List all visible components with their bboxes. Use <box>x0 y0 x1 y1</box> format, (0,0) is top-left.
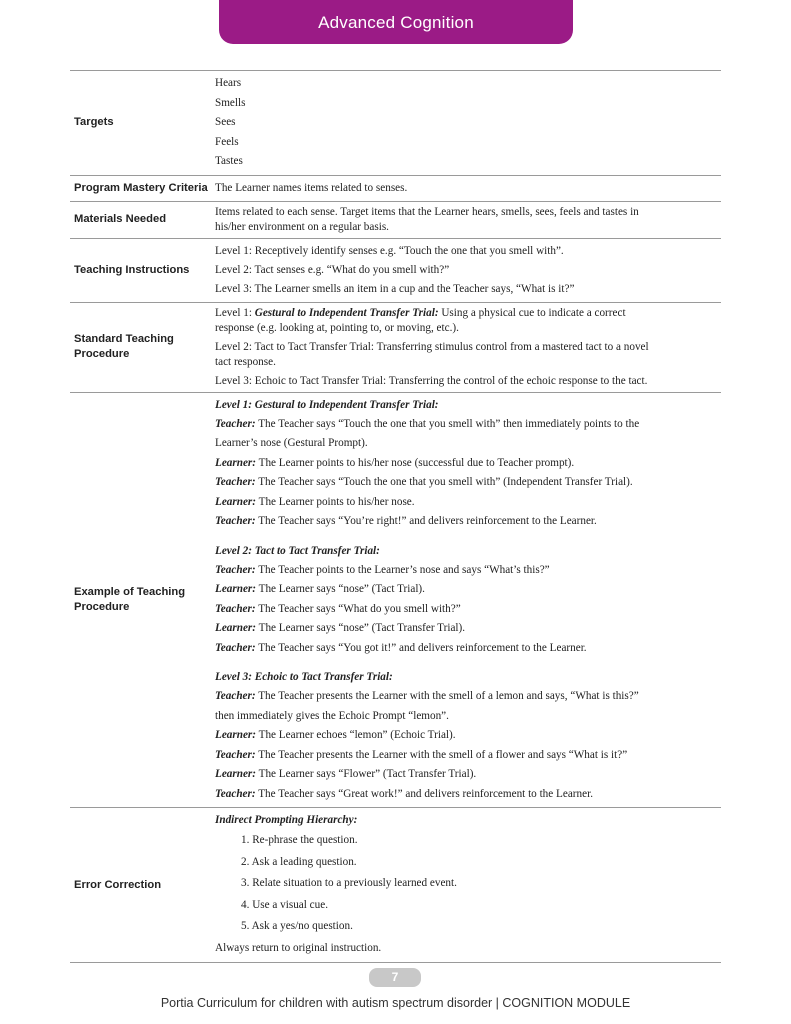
materials-text <box>215 201 721 238</box>
dialogue-line <box>215 746 717 766</box>
dialogue-text: The Learner points to his/her nose (successful due to Teacher prompt). <box>256 456 575 469</box>
dialogue-text: The Teacher says “Touch the one that you smell with” then immediately points to the <box>255 417 640 430</box>
procedure-level1-title: Gestural to Independent Transfer Trial: <box>254 306 439 319</box>
dialogue-text: The Learner says “Flower” (Tact Transfer Trial). <box>256 768 477 780</box>
dialogue-line <box>215 785 717 805</box>
procedure-level3: Level 3: Echoic to Tact Transfer Trial: Transferring the control of the echoic response to the tact. <box>215 374 648 387</box>
row-targets <box>70 71 721 176</box>
dialogue-text: The Teacher says “Great work!” and delivers reinforcement to the Learner. <box>255 787 593 800</box>
dialogue-text: The Learner echoes “lemon” (Echoic Trial). <box>256 729 456 741</box>
target-item: Sees <box>215 116 236 128</box>
target-item: Feels <box>215 135 239 148</box>
dialogue-line <box>215 707 717 727</box>
dialogue-speaker: Teacher: <box>215 787 256 800</box>
target-item: Tastes <box>215 155 243 167</box>
dialogue-speaker: Learner: <box>215 729 257 741</box>
procedure-level1-rest: Using a physical cue to indicate a correct <box>438 306 626 319</box>
mastery-text: The Learner names items related to senses. <box>215 181 408 194</box>
target-item: Hears <box>215 77 242 89</box>
example-level2 <box>215 542 717 659</box>
dialogue-line <box>215 493 717 513</box>
materials-line: his/her environment on a regular basis. <box>215 220 389 233</box>
dialogue-line <box>215 687 717 707</box>
dialogue-text: The Teacher says “What do you smell with?” <box>255 602 461 615</box>
dialogue-text: The Teacher says “You’re right!” and delivers reinforcement to the Learner. <box>255 515 597 527</box>
row-procedure <box>70 302 721 392</box>
instruction-line: Level 1: Receptively identify senses e.g. “Touch the one that you smell with”. <box>215 244 564 257</box>
error-heading: Indirect Prompting Hierarchy: <box>215 814 358 826</box>
error-step: 1. Re-phrase the question. <box>241 834 358 846</box>
program-table <box>70 70 721 963</box>
dialogue-line <box>215 619 717 639</box>
materials-line: Items related to each sense. Target items that the Learner hears, smells, sees, feels and tastes in <box>215 205 639 218</box>
target-item: Smells <box>215 96 246 109</box>
dialogue-text: The Teacher points to the Learner’s nose and says “What’s this?” <box>255 563 550 576</box>
dialogue-text: The Learner says “nose” (Tact Trial). <box>256 583 425 595</box>
dialogue-speaker: Teacher: <box>215 515 256 527</box>
dialogue-line <box>215 765 717 785</box>
dialogue-text: The Learner points to his/her nose. <box>256 495 415 508</box>
header-title: Advanced Cognition <box>219 0 573 44</box>
dialogue-text: The Teacher presents the Learner with the smell of a flower and says “What is it?” <box>255 748 628 761</box>
dialogue-text: The Teacher says “Touch the one that you smell with” (Independent Transfer Trial). <box>255 476 633 488</box>
dialogue-text: The Teacher says “You got it!” and delivers reinforcement to the Learner. <box>255 641 587 654</box>
dialogue-line <box>215 726 717 746</box>
instruction-line: Level 2: Tact senses e.g. “What do you smell with?” <box>215 263 450 276</box>
dialogue-text: Learner’s nose (Gestural Prompt). <box>215 437 368 449</box>
example-level3-heading: Level 3: Echoic to Tact Transfer Trial: <box>215 671 393 683</box>
dialogue-line <box>215 415 717 435</box>
row-example <box>70 392 721 808</box>
dialogue-speaker: Teacher: <box>215 602 256 615</box>
targets-list <box>215 71 721 176</box>
dialogue-line <box>215 473 717 493</box>
procedure-level2: Level 2: Tact to Tact Transfer Trial: Transferring stimulus control from a mastered tact to a novel <box>215 340 649 353</box>
dialogue-line <box>215 454 717 474</box>
error-step: 2. Ask a leading question. <box>241 855 357 868</box>
row-materials <box>70 201 721 238</box>
procedure-level2-cont: tact response. <box>215 355 276 368</box>
error-text <box>215 808 721 963</box>
example-text <box>215 392 721 808</box>
label-procedure: Standard Teaching Procedure <box>74 333 174 360</box>
dialogue-line <box>215 561 717 581</box>
error-step: 5. Ask a yes/no question. <box>241 920 353 932</box>
dialogue-speaker: Teacher: <box>215 641 256 654</box>
footer-text: Portia Curriculum for children with autism spectrum disorder | COGNITION MODULE <box>160 996 631 1010</box>
dialogue-speaker: Teacher: <box>215 476 256 488</box>
dialogue-speaker: Learner: <box>215 583 257 595</box>
dialogue-line <box>215 639 717 659</box>
error-closing: Always return to original instruction. <box>215 941 382 954</box>
dialogue-speaker: Learner: <box>215 495 257 508</box>
instructions-text <box>215 238 721 302</box>
row-mastery <box>70 175 721 201</box>
dialogue-speaker: Teacher: <box>215 690 256 702</box>
label-example: Example of Teaching Procedure <box>74 585 186 613</box>
dialogue-line <box>215 434 717 454</box>
procedure-level1 <box>215 306 717 321</box>
procedure-text <box>215 302 721 392</box>
label-targets: Targets <box>74 116 114 129</box>
page-number: 7 <box>369 968 421 987</box>
dialogue-speaker: Teacher: <box>215 417 256 430</box>
dialogue-text: then immediately gives the Echoic Prompt “lemon”. <box>215 709 449 722</box>
example-level3 <box>215 668 717 804</box>
label-error: Error Correction <box>74 878 162 891</box>
procedure-level1-prefix: Level 1: <box>215 306 255 319</box>
row-error <box>70 808 721 963</box>
dialogue-speaker: Learner: <box>215 768 257 780</box>
label-materials: Materials Needed <box>74 213 167 225</box>
dialogue-speaker: Teacher: <box>215 563 256 576</box>
error-step: 4. Use a visual cue. <box>241 898 328 911</box>
instruction-line: Level 3: The Learner smells an item in a cup and the Teacher says, “What is it?” <box>215 282 575 295</box>
dialogue-line <box>215 512 717 532</box>
dialogue-speaker: Teacher: <box>215 748 256 761</box>
dialogue-text: The Teacher presents the Learner with the smell of a lemon and says, “What is this?” <box>255 690 639 702</box>
dialogue-speaker: Learner: <box>215 456 257 469</box>
example-level1 <box>215 396 717 532</box>
error-step: 3. Relate situation to a previously learned event. <box>241 877 457 889</box>
label-mastery: Program Mastery Criteria <box>74 181 208 194</box>
example-level1-heading: Level 1: Gestural to Independent Transfer Trial: <box>215 398 439 411</box>
label-instructions: Teaching Instructions <box>74 263 190 276</box>
dialogue-speaker: Learner: <box>215 622 257 634</box>
dialogue-line <box>215 580 717 600</box>
dialogue-line <box>215 600 717 620</box>
dialogue-text: The Learner says “nose” (Tact Transfer Trial). <box>256 622 466 634</box>
row-instructions <box>70 238 721 302</box>
procedure-level1-cont: response (e.g. looking at, pointing to, or moving, etc.). <box>215 321 459 334</box>
example-level2-heading: Level 2: Tact to Tact Transfer Trial: <box>215 544 380 557</box>
